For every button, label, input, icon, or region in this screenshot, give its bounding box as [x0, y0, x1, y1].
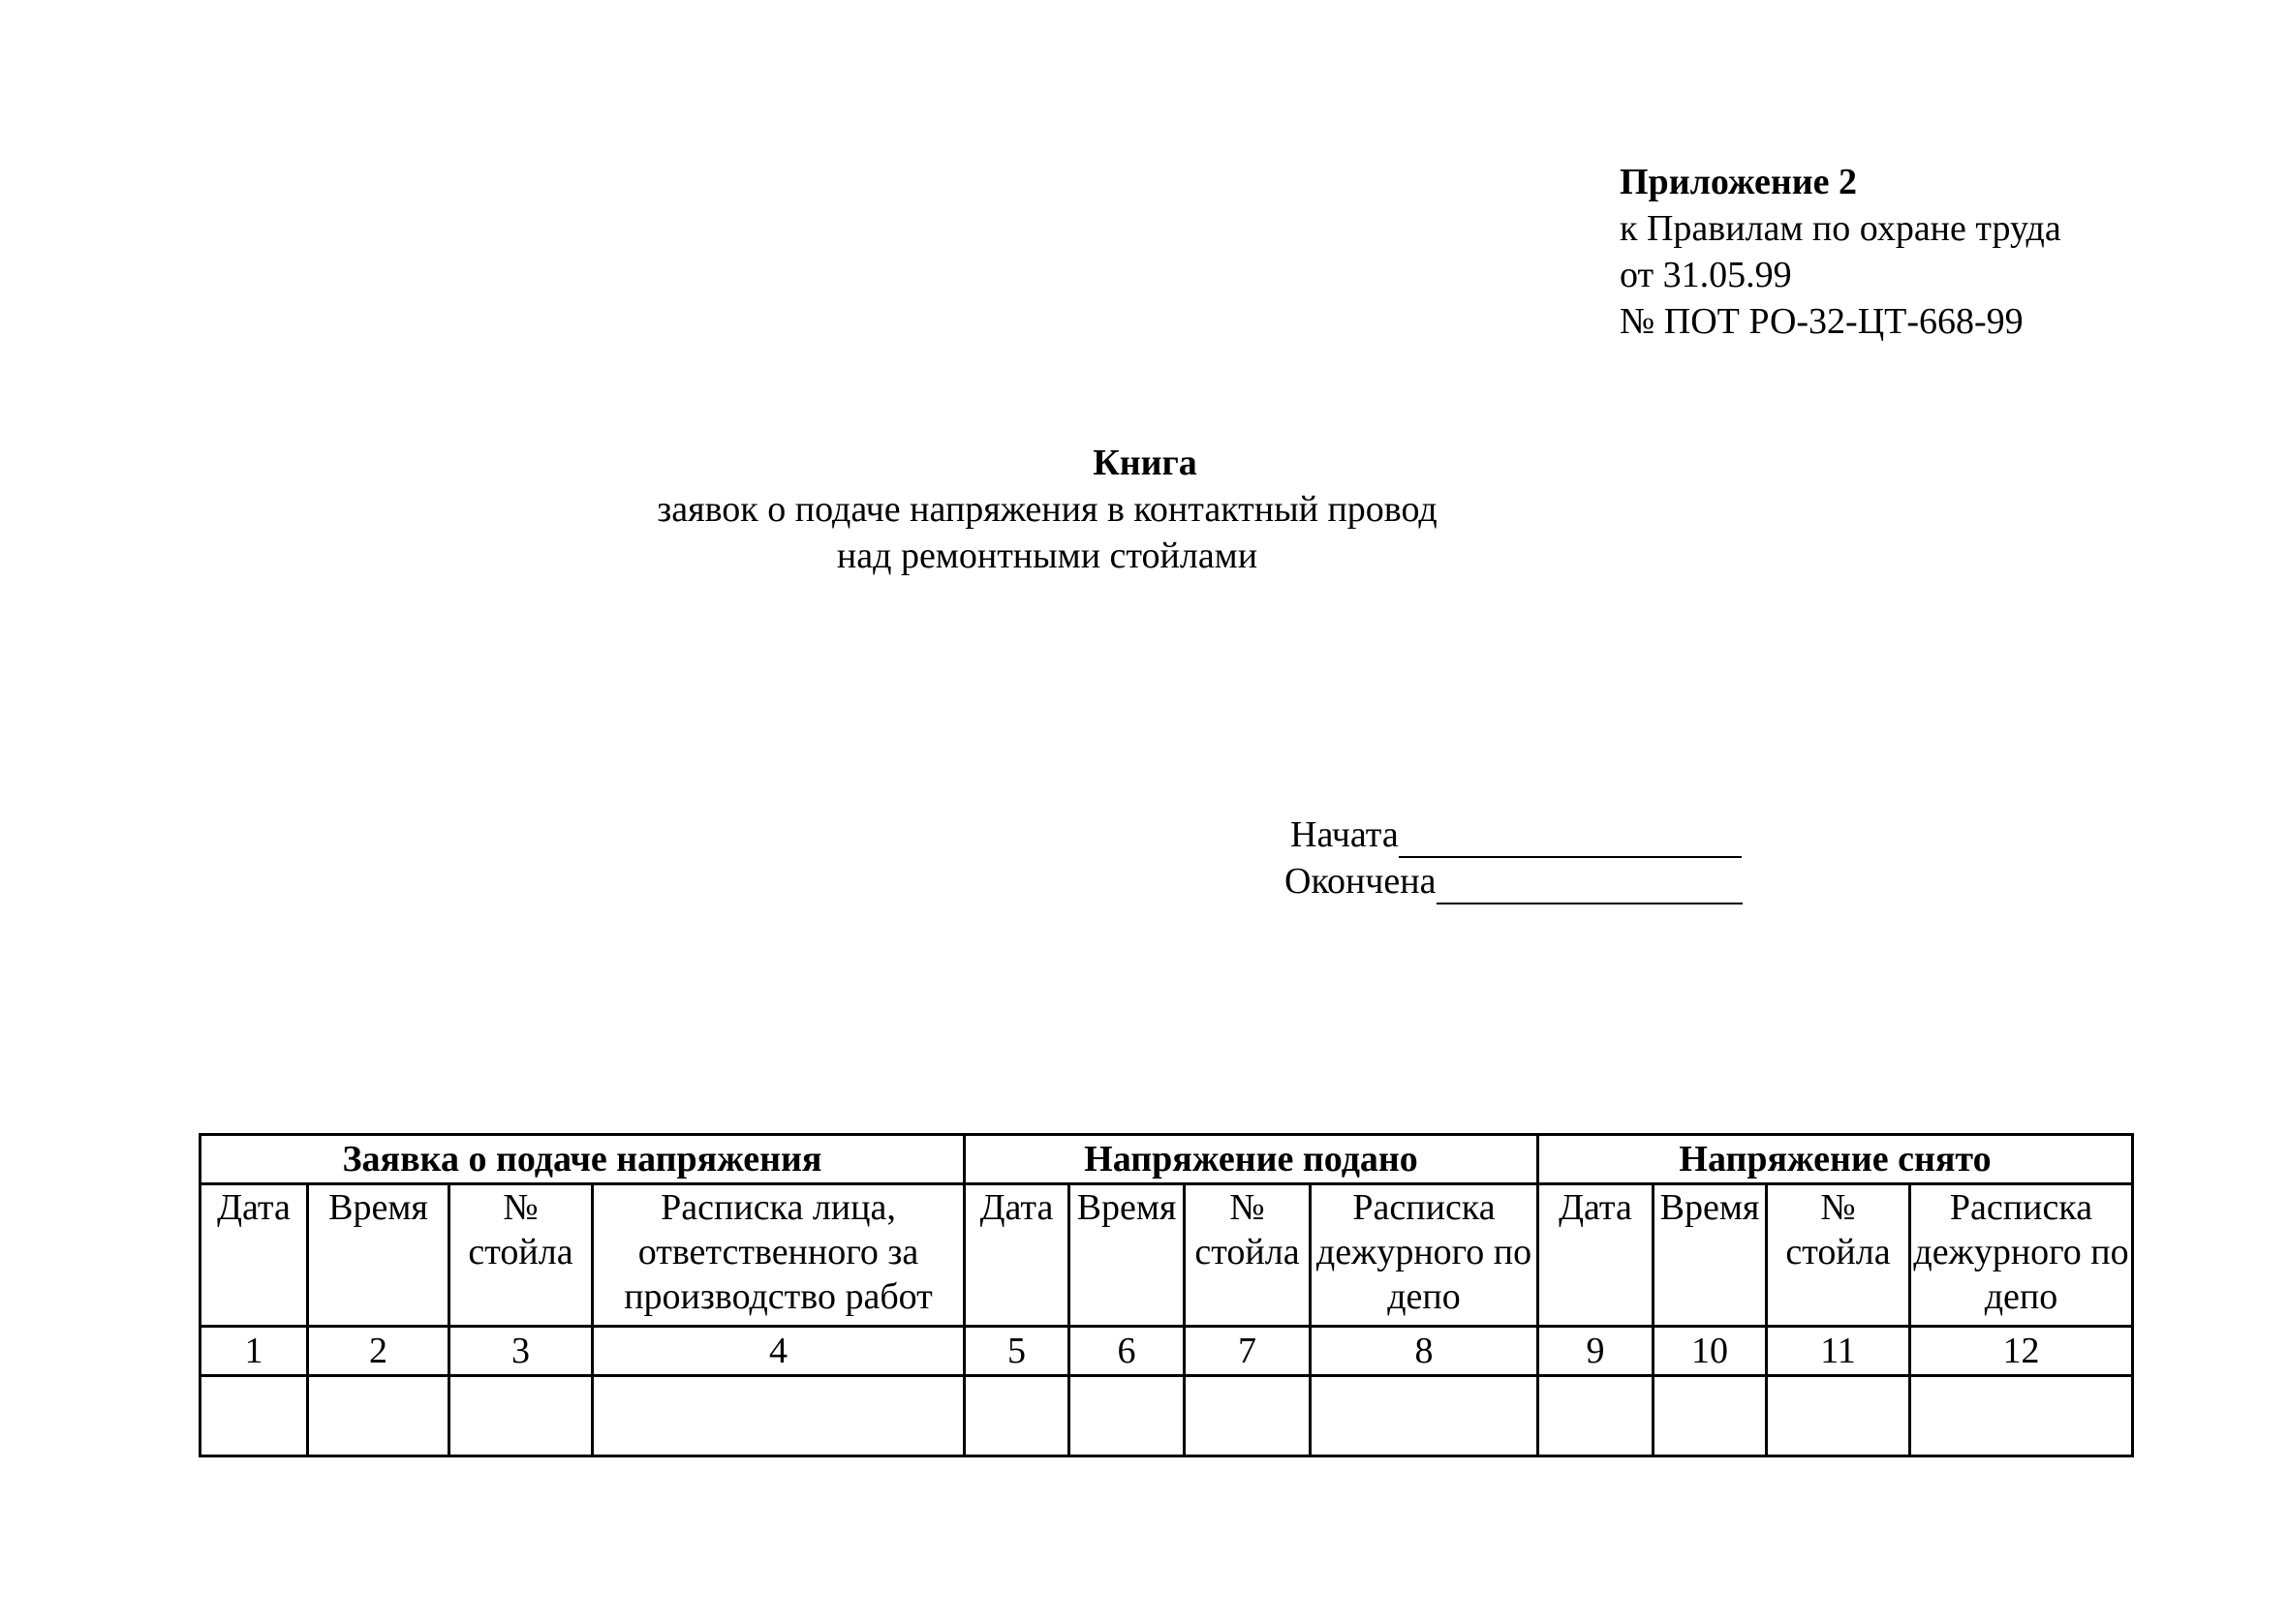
column-number: 2 [308, 1327, 449, 1376]
entry-cell[interactable] [201, 1376, 308, 1456]
column-number-row [201, 1327, 2133, 1376]
book-subtitle-line1: заявок о подаче напряжения в контактный провод [657, 489, 1438, 530]
column-number: 12 [1910, 1327, 2133, 1376]
group-request: Заявка о подаче напряжения [201, 1135, 965, 1184]
column-header: № стойла [1185, 1184, 1311, 1327]
column-number: 1 [201, 1327, 308, 1376]
finished-label: Окончена [1284, 861, 1437, 902]
entry-cell[interactable] [1069, 1376, 1185, 1456]
entry-cell[interactable] [1185, 1376, 1311, 1456]
book-dates [1284, 812, 1743, 904]
entry-cell[interactable] [1538, 1376, 1654, 1456]
column-header: Расписка дежурного по депо [1910, 1184, 2133, 1327]
entry-cell[interactable] [308, 1376, 449, 1456]
column-header: Дата [201, 1184, 308, 1327]
entry-cell[interactable] [1910, 1376, 2133, 1456]
entry-cell[interactable] [965, 1376, 1069, 1456]
column-header: Расписка дежурного по депо [1311, 1184, 1538, 1327]
journal-table [199, 1133, 2134, 1457]
appendix-rules-line: к Правилам по охране труда [1620, 208, 2061, 249]
column-number: 7 [1185, 1327, 1311, 1376]
entry-cell[interactable] [1767, 1376, 1910, 1456]
appendix-date-line: от 31.05.99 [1620, 255, 1792, 295]
column-number: 6 [1069, 1327, 1185, 1376]
group-voltage-removed: Напряжение снято [1538, 1135, 2133, 1184]
group-voltage-applied: Напряжение подано [965, 1135, 1538, 1184]
empty-entry-row [201, 1376, 2133, 1456]
column-number: 11 [1767, 1327, 1910, 1376]
column-number: 8 [1311, 1327, 1538, 1376]
book-title: Книга [1093, 443, 1197, 483]
column-number: 5 [965, 1327, 1069, 1376]
column-header: Расписка лица, ответственного за производство работ [593, 1184, 965, 1327]
column-header: Время [308, 1184, 449, 1327]
column-header: Дата [965, 1184, 1069, 1327]
column-header: Время [1654, 1184, 1767, 1327]
book-subtitle-line2: над ремонтными стойлами [836, 536, 1258, 576]
column-number: 10 [1654, 1327, 1767, 1376]
finished-blank-line[interactable] [1437, 868, 1743, 904]
started-blank-line[interactable] [1399, 821, 1742, 858]
group-header-row [201, 1135, 2133, 1184]
column-header: № стойла [1767, 1184, 1910, 1327]
column-number: 4 [593, 1327, 965, 1376]
column-header: Время [1069, 1184, 1185, 1327]
column-header: Дата [1538, 1184, 1654, 1327]
appendix-reference [1620, 159, 2061, 345]
entry-cell[interactable] [1654, 1376, 1767, 1456]
book-title-block [0, 440, 2288, 579]
column-header-row [201, 1184, 2133, 1327]
entry-cell[interactable] [593, 1376, 965, 1456]
finished-row [1284, 858, 1743, 904]
started-row [1290, 812, 1743, 858]
column-header: № стойла [449, 1184, 593, 1327]
entry-cell[interactable] [1311, 1376, 1538, 1456]
appendix-title: Приложение 2 [1620, 162, 1858, 202]
entry-cell[interactable] [449, 1376, 593, 1456]
column-number: 3 [449, 1327, 593, 1376]
column-number: 9 [1538, 1327, 1654, 1376]
started-label: Начата [1290, 814, 1399, 855]
appendix-number-line: № ПОТ РО-32-ЦТ-668-99 [1620, 301, 2024, 342]
